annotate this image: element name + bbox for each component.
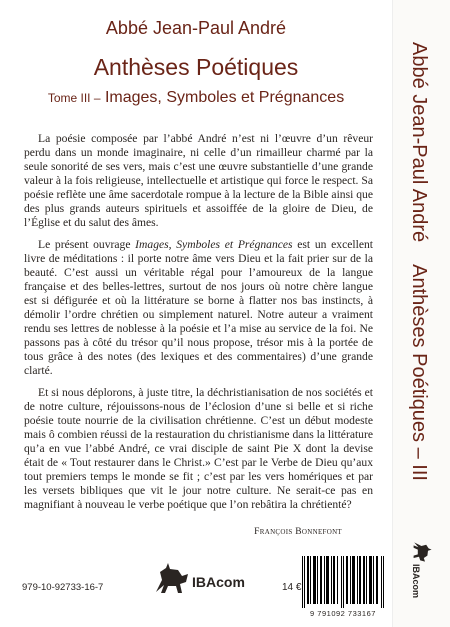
book-subtitle xyxy=(0,89,392,107)
spine-unicorn-icon xyxy=(410,540,434,564)
unicorn-icon xyxy=(152,562,192,596)
barcode-number: 9 791092 733167 xyxy=(310,609,376,618)
publisher-logo xyxy=(152,562,264,596)
paragraph-3: Et si nous déplorons, à juste titre, la déchristianisation de nos sociétés et de notre culture, réjouissons-nous de l’éclosion d’une si belle et si riche poésie toute nourrie de la civilisation chrétienne. C’est un début modeste mais ô combien réussi de la restauration du christianisme dans la littérature qu’a en vue l’abbé André, ce vrai disciple de saint Pie X dont la devise était de « Tout restaurer dans le Christ.» C’est par le Verbe de Dieu qu’aux tout premiers temps le monde se fit ; c’est par les vers homériques et par les versets bibliques que vit le jour notre culture. Ne serait-ce pas en magnifiant à nouveau le verbe poétique que l’on rebâtira la chrétienté? xyxy=(24,386,373,511)
spine-logo xyxy=(410,540,434,614)
paragraph-1: La poésie composée par l’abbé André n’est ni l’œuvre d’un rêveur perdu dans un monde imaginaire, ni celle d’un rimailleur charmé par la seule sonorité de ses vers, mais c’est une œuvre substantielle d’une grande valeur à la fois religieuse, intellectuelle et artistique qui force le respect. Sa poésie reflète une âme sacerdotale rompue à la lecture de la Bible ainsi que des plus grands auteurs spirituels et assoiffée de la gloire de Dieu, de l’Église et du salut des âmes. xyxy=(24,132,373,229)
spine-title: Anthèses Poétiques – III xyxy=(408,264,430,481)
price: 14 € xyxy=(282,582,302,593)
signature: François Bonnefont xyxy=(254,527,342,537)
author-name: Abbé Jean-Paul André xyxy=(105,18,287,38)
spine-publisher: IBAcom xyxy=(411,564,421,599)
tome-label: Tome III – xyxy=(47,91,101,105)
paragraph-2 xyxy=(24,238,373,378)
book-title: Anthèses Poétiques xyxy=(93,54,299,80)
subtitle-text: Images, Symboles et Prégnances xyxy=(104,89,345,106)
p2-title-italic: Images, Symboles et Prégnances xyxy=(135,238,293,251)
blurb xyxy=(24,132,373,520)
p2-end: est un excellent livre de méditations : il porte notre âme vers Dieu et la fait prier sur de la beauté. C’est aussi un véritable régal pour l’amoureux de la langue française et des belles-lettres, surtout de nos jours où notre chère langue est si défigurée et où la littérature se borne à flatter nos bas instincts, à démolir l’ordre chrétien ou simplement naturel. Notre auteur a vraiment rendu ses lettres de noblesse à la poésie et l’a mise au service de la foi. Ne passons pas à côté du trésor qu’il nous propose, trésor mis à la portée de tous grâce à des notes (des lexiques et des commentaires) d’une grande clarté. xyxy=(24,238,373,377)
isbn: 979-10-92733-16-7 xyxy=(22,582,104,593)
barcode xyxy=(300,556,386,608)
spine-text xyxy=(404,42,434,504)
spine-author: Abbé Jean-Paul André xyxy=(408,42,430,243)
publisher-name: IBAcom xyxy=(192,574,245,590)
p2-start: Le présent ouvrage xyxy=(38,238,136,251)
